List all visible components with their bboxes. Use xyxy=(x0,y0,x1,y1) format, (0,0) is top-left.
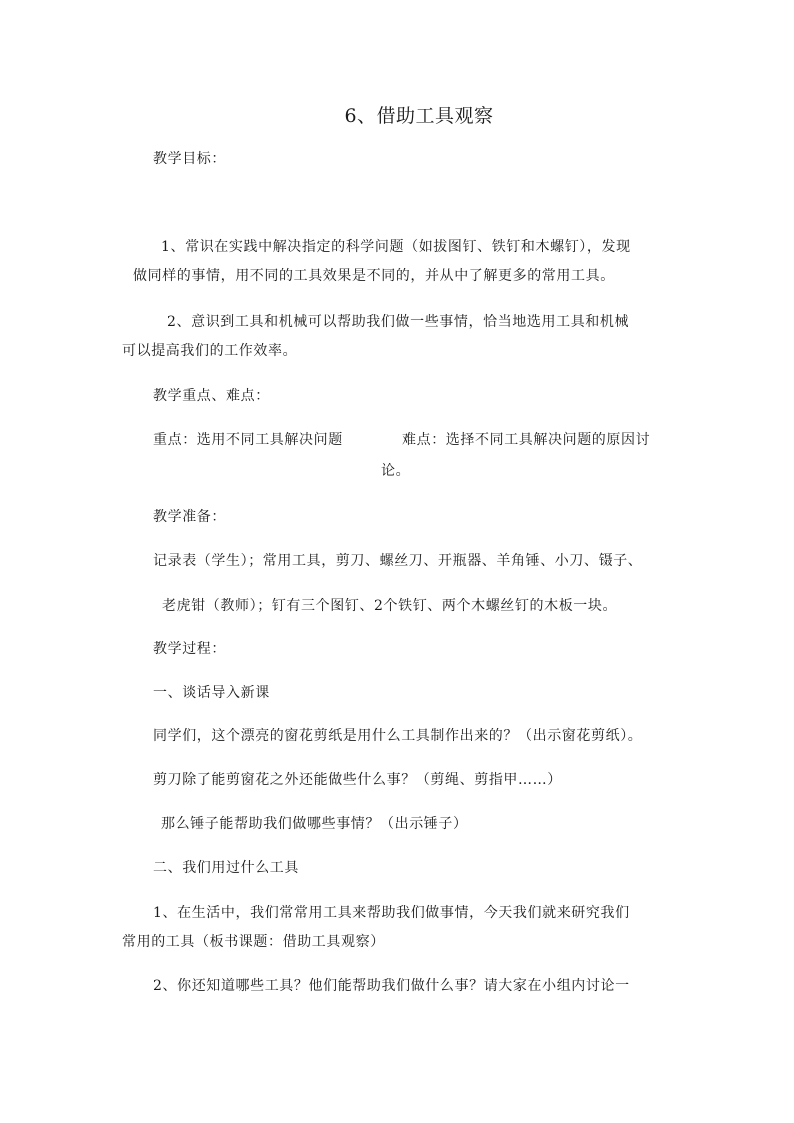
process-heading: 教学过程： xyxy=(153,641,226,657)
document-title: 6、借助工具观察 xyxy=(344,105,494,127)
objective-2-line-1: 2、意识到工具和机械可以帮助我们做一些事情，恰当地选用工具和机械 xyxy=(167,314,630,330)
preparation-heading: 教学准备： xyxy=(153,509,226,525)
section-2-item-1-line-1: 1、在生活中，我们常常用工具来帮助我们做事情，今天我们就来研究我们 xyxy=(153,905,630,921)
objective-2-line-2: 可以提高我们的工作效率。 xyxy=(122,343,298,359)
objective-1-line-2: 做同样的事情，用不同的工具效果是不同的，并从中了解更多的常用工具。 xyxy=(133,268,615,284)
section-1-heading: 一、谈话导入新课 xyxy=(153,685,270,701)
section-2-heading: 二、我们用过什么工具 xyxy=(153,860,299,876)
section-1-paragraph: 剪刀除了能剪窗花之外还能做些什么事？（剪绳、剪指甲……） xyxy=(153,772,562,788)
section-2-item-2-line-1: 2、你还知道哪些工具？他们能帮助我们做什么事？请大家在小组内讨论一 xyxy=(153,978,630,994)
difficult-point-line-1: 难点：选择不同工具解决问题的原因讨 xyxy=(402,432,651,448)
preparation-line-2: 老虎钳（教师）；钉有三个图钉、2个铁钉、两个木螺丝钉的木板一块。 xyxy=(162,598,618,614)
key-point: 重点：选用不同工具解决问题 xyxy=(153,432,343,448)
preparation-line-1: 记录表（学生）；常用工具，剪刀、螺丝刀、开瓶器、羊角锤、小刀、镊子、 xyxy=(153,553,643,569)
section-2-item-1-line-2: 常用的工具（板书课题：借助工具观察） xyxy=(122,934,385,950)
key-points-heading: 教学重点、难点： xyxy=(153,388,270,404)
objective-1-line-1: 1、常识在实践中解决指定的科学问题（如拔图钉、铁钉和木螺钉），发现 xyxy=(161,239,631,255)
difficult-point-line-2: 论。 xyxy=(381,463,411,479)
objectives-heading: 教学目标： xyxy=(153,151,226,167)
section-1-paragraph: 那么锤子能帮助我们做哪些事情？（出示锤子） xyxy=(161,816,468,832)
section-1-paragraph: 同学们，这个漂亮的窗花剪纸是用什么工具制作出来的？（出示窗花剪纸）。 xyxy=(153,728,643,744)
